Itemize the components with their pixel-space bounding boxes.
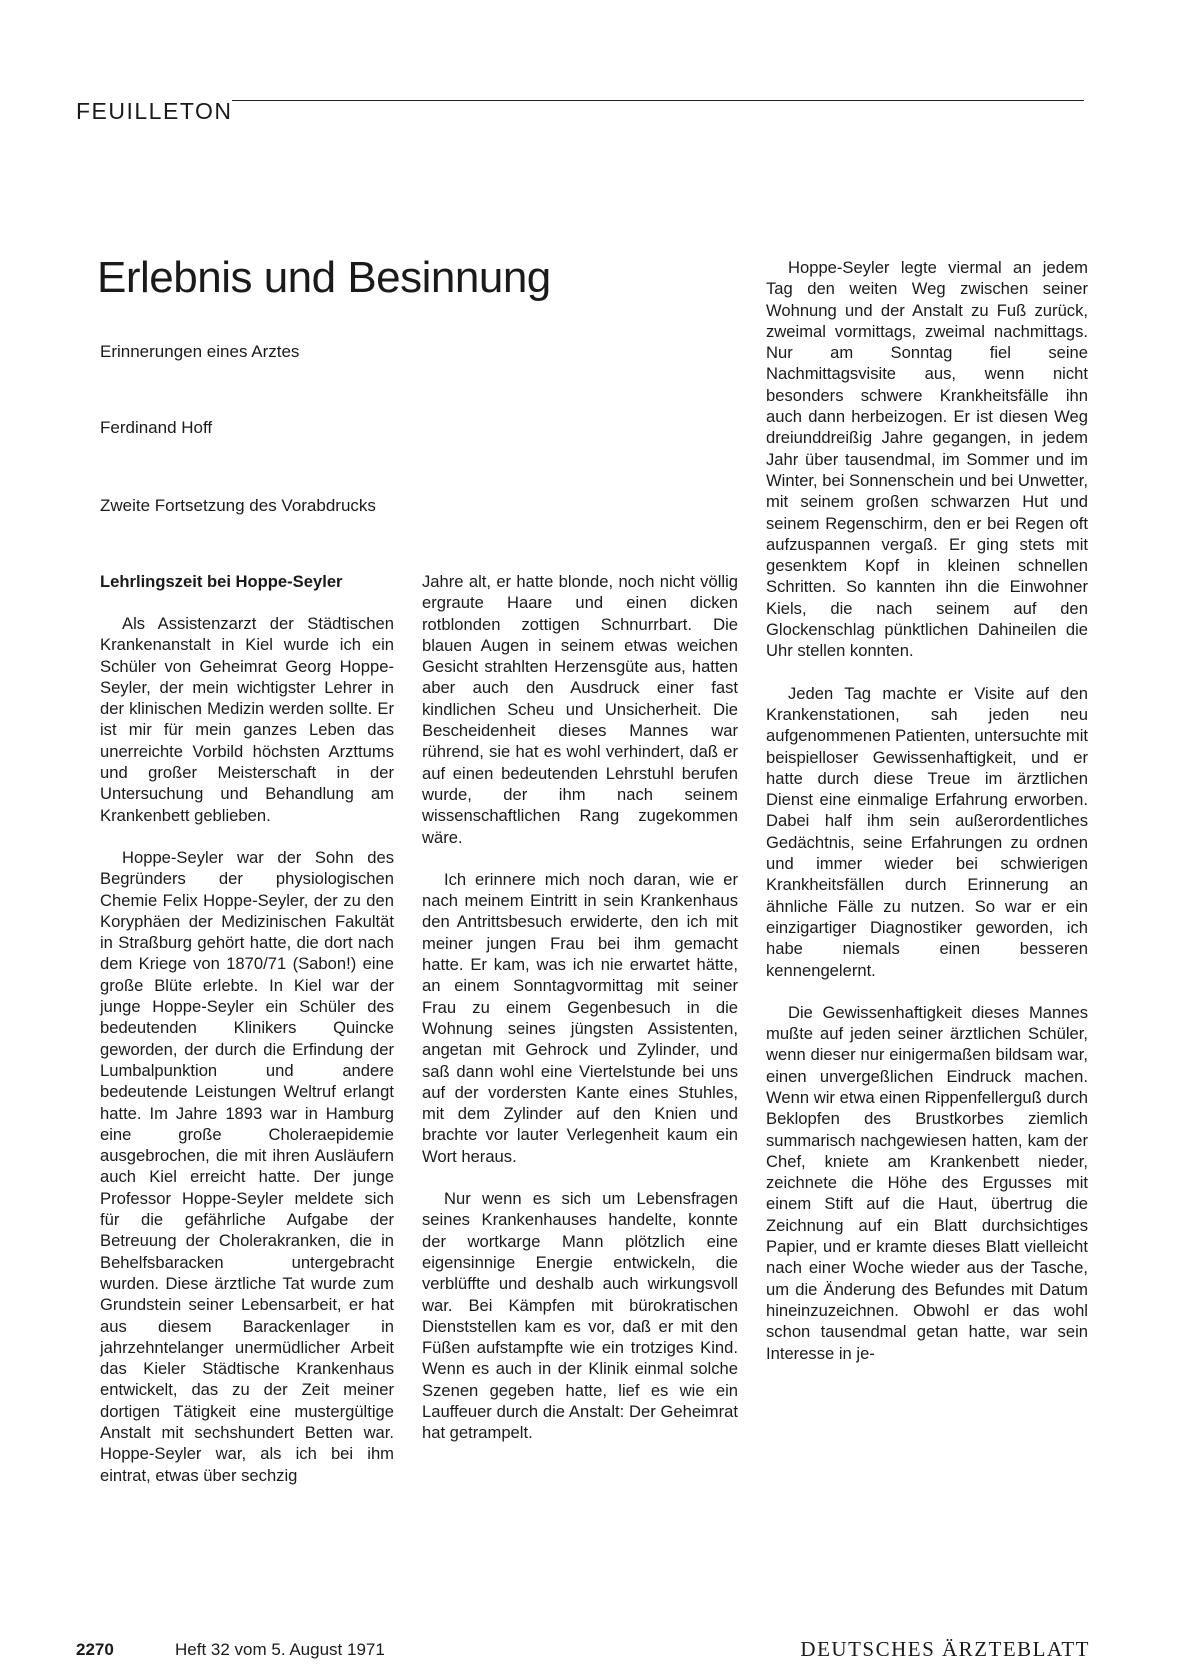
paragraph: Die Gewissenhaftigkeit dieses Mannes mußte auf jeden seiner ärztlichen Schüler, wenn dieser nur einigermaßen bildsam war, einen unvergeßlichen Eindruck machen. Wenn wir etwa einen Rippenfellerguß durch Beklopfen des Brustkorbes ziemlich summarisch nachgewiesen hatten, kam der Chef, kniete am Krankenbett nieder, zeichnete die Höhe des Ergusses mit einem Stift auf die Haut, übertrug die Zeichnung auf ein Blatt durchsichtiges Papier, und er kramte dieses Blatt vielleicht nach einer Woche wieder aus der Tasche, um die Änderung des Befundes mit Datum hineinzuzeichnen. Obwohl er das wohl schon tausendmal getan hatte, war sein Interesse in je- bbox=[766, 1002, 1088, 1363]
header-rule bbox=[232, 100, 1084, 101]
article-subtitle: Erinnerungen eines Arztes bbox=[100, 342, 300, 361]
paragraph: Jahre alt, er hatte blonde, noch nicht völlig ergraute Haare und einen dicken rotblonden zottigen Schnurrbart. Die blauen Augen in seinem etwas weichen Gesicht strahlten Herzensgüte aus, hatten aber auch den Ausdruck einer fast kindlichen Scheu und Unsicherheit. Die Bescheidenheit dieses Mannes war rührend, sie hat es wohl verhindert, daß er auf einen bedeutenden Lehrstuhl berufen wurde, der ihm nach seinem wissenschaftlichen Rang zugekommen wäre. bbox=[422, 572, 738, 847]
journal-name: DEUTSCHES ÄRZTEBLATT bbox=[800, 1637, 1090, 1661]
article-author: Ferdinand Hoff bbox=[100, 418, 213, 437]
paragraph: Ich erinnere mich noch daran, wie er nach meinem Eintritt in sein Krankenhaus den Antrittsbesuch erwiderte, den ich mit meiner jungen Frau bei ihm gemacht hatte. Er kam, was ich nie erwartet hätte, an einem Sonntagvormittag mit seiner Frau zu einem Gegenbesuch in die Wohnung seines jüngsten Assistenten, angetan mit Gehrock und Zylinder, und saß dann wohl eine Viertelstunde bei uns auf der vordersten Kante eines Stuhles, mit dem Zylinder auf den Knien und brachte vor lauter Verlegenheit kaum ein Wort heraus. bbox=[422, 869, 738, 1166]
paragraph: Hoppe-Seyler war der Sohn des Begründers der physiologischen Chemie Felix Hoppe-Seyler, der zu den Koryphäen der Medizinischen Fakultät in Straßburg gehört hatte, die dort nach dem Kriege von 1870/71 (Sabon!) eine große Blüte erlebte. In Kiel war der junge Hoppe-Seyler ein Schüler des bedeutenden Klinikers Quincke geworden, der durch die Erfindung der Lumbalpunktion und andere bedeutende Leistungen Weltruf erlangt hatte. Im Jahre 1893 war in Hamburg eine große Choleraepidemie ausgebrochen, die mit ihren Ausläufern auch Kiel erreicht hatte. Der junge Professor Hoppe-Seyler meldete sich für die gefährliche Aufgabe der Betreuung der Cholerakranken, die in Behelfsbaracken untergebracht wurden. Diese ärztliche Tat wurde zum Grundstein seiner Lebensarbeit, er hat aus diesem Barackenlager in jahrzehntelanger unermüdlicher Arbeit das Kieler Städtische Krankenhaus entwickelt, das zu der Zeit meiner dortigen Tätigkeit eine mustergültige Anstalt mit sechshundert Betten war. Hoppe-Seyler war, als ich bei ihm eintrat, etwas über sechzig bbox=[100, 847, 394, 1485]
column-1 bbox=[100, 571, 394, 1507]
column-3 bbox=[766, 257, 1088, 1385]
page-number: 2270 bbox=[76, 1640, 114, 1659]
section-label: FEUILLETON bbox=[76, 98, 233, 124]
column-2 bbox=[422, 571, 738, 1465]
paragraph: Hoppe-Seyler legte viermal an jedem Tag den weiten Weg zwischen seiner Wohnung und der Anstalt zu Fuß zurück, zweimal vormittags, zweimal nachmittags. Nur am Sonntag fiel seine Nachmittagsvisite aus, wenn nicht besonders schwere Krankheitsfälle ihn auch dann herbeizogen. Er ist diesen Weg dreiunddreißig Jahre gegangen, in jedem Jahr über tausendmal, im Sommer und im Winter, bei Sonnenschein und bei Unwetter, mit seinem großen schwarzen Hut und seinem Regenschirm, den er bei Regen oft aufzuspannen vergaß. Er ging stets mit gesenktem Kopf in kleinen schnellen Schritten. So kannten ihn die Einwohner Kiels, die nach seinem auf den Glockenschlag pünktlichen Dahineilen die Uhr stellen konnten. bbox=[766, 258, 1088, 661]
section-heading: Lehrlingszeit bei Hoppe-Seyler bbox=[100, 572, 343, 591]
continuation-note: Zweite Fortsetzung des Vorabdrucks bbox=[100, 496, 376, 515]
paragraph: Nur wenn es sich um Lebensfragen seines Krankenhauses handelte, konnte der wortkarge Mann plötzlich eine eigensinnige Energie entwickeln, die verblüffte und deshalb auch wirkungsvoll war. Bei Kämpfen mit bürokratischen Dienststellen kam es vor, daß er mit den Füßen aufstampfte wie ein trotziges Kind. Wenn es auch in der Klinik einmal solche Szenen gegeben hatte, lief es wie ein Lauffeuer durch die Anstalt: Der Geheimrat hat getrampelt. bbox=[422, 1189, 738, 1443]
paragraph: Als Assistenzarzt der Städtischen Krankenanstalt in Kiel wurde ich ein Schüler von Geheimrat Georg Hoppe-Seyler, der mein wichtigster Lehrer in der klinischen Medizin werden sollte. Er ist mir für mein ganzes Leben das unerreichte Vorbild höchsten Arzttums und großer Meisterschaft in der Untersuchung und Behandlung am Krankenbett geblieben. bbox=[100, 614, 394, 825]
paragraph: Jeden Tag machte er Visite auf den Krankenstationen, sah jeden neu aufgenommenen Patienten, untersuchte mit beispielloser Gewissenhaftigkeit, und er hatte durch diese Treue im ärztlichen Dienst eine einmalige Erfahrung erworben. Dabei half ihm sein außerordentliches Gedächtnis, seine Erfahrungen zu ordnen und immer wieder bei schwierigen Krankheitsfällen durch Erinnerung an ähnliche Fälle zu nutzen. So war er ein einzigartiger Diagnostiker geworden, ich habe niemals einen besseren kennengelernt. bbox=[766, 683, 1088, 980]
issue-info: Heft 32 vom 5. August 1971 bbox=[175, 1640, 385, 1659]
article-title: Erlebnis und Besinnung bbox=[97, 253, 551, 302]
